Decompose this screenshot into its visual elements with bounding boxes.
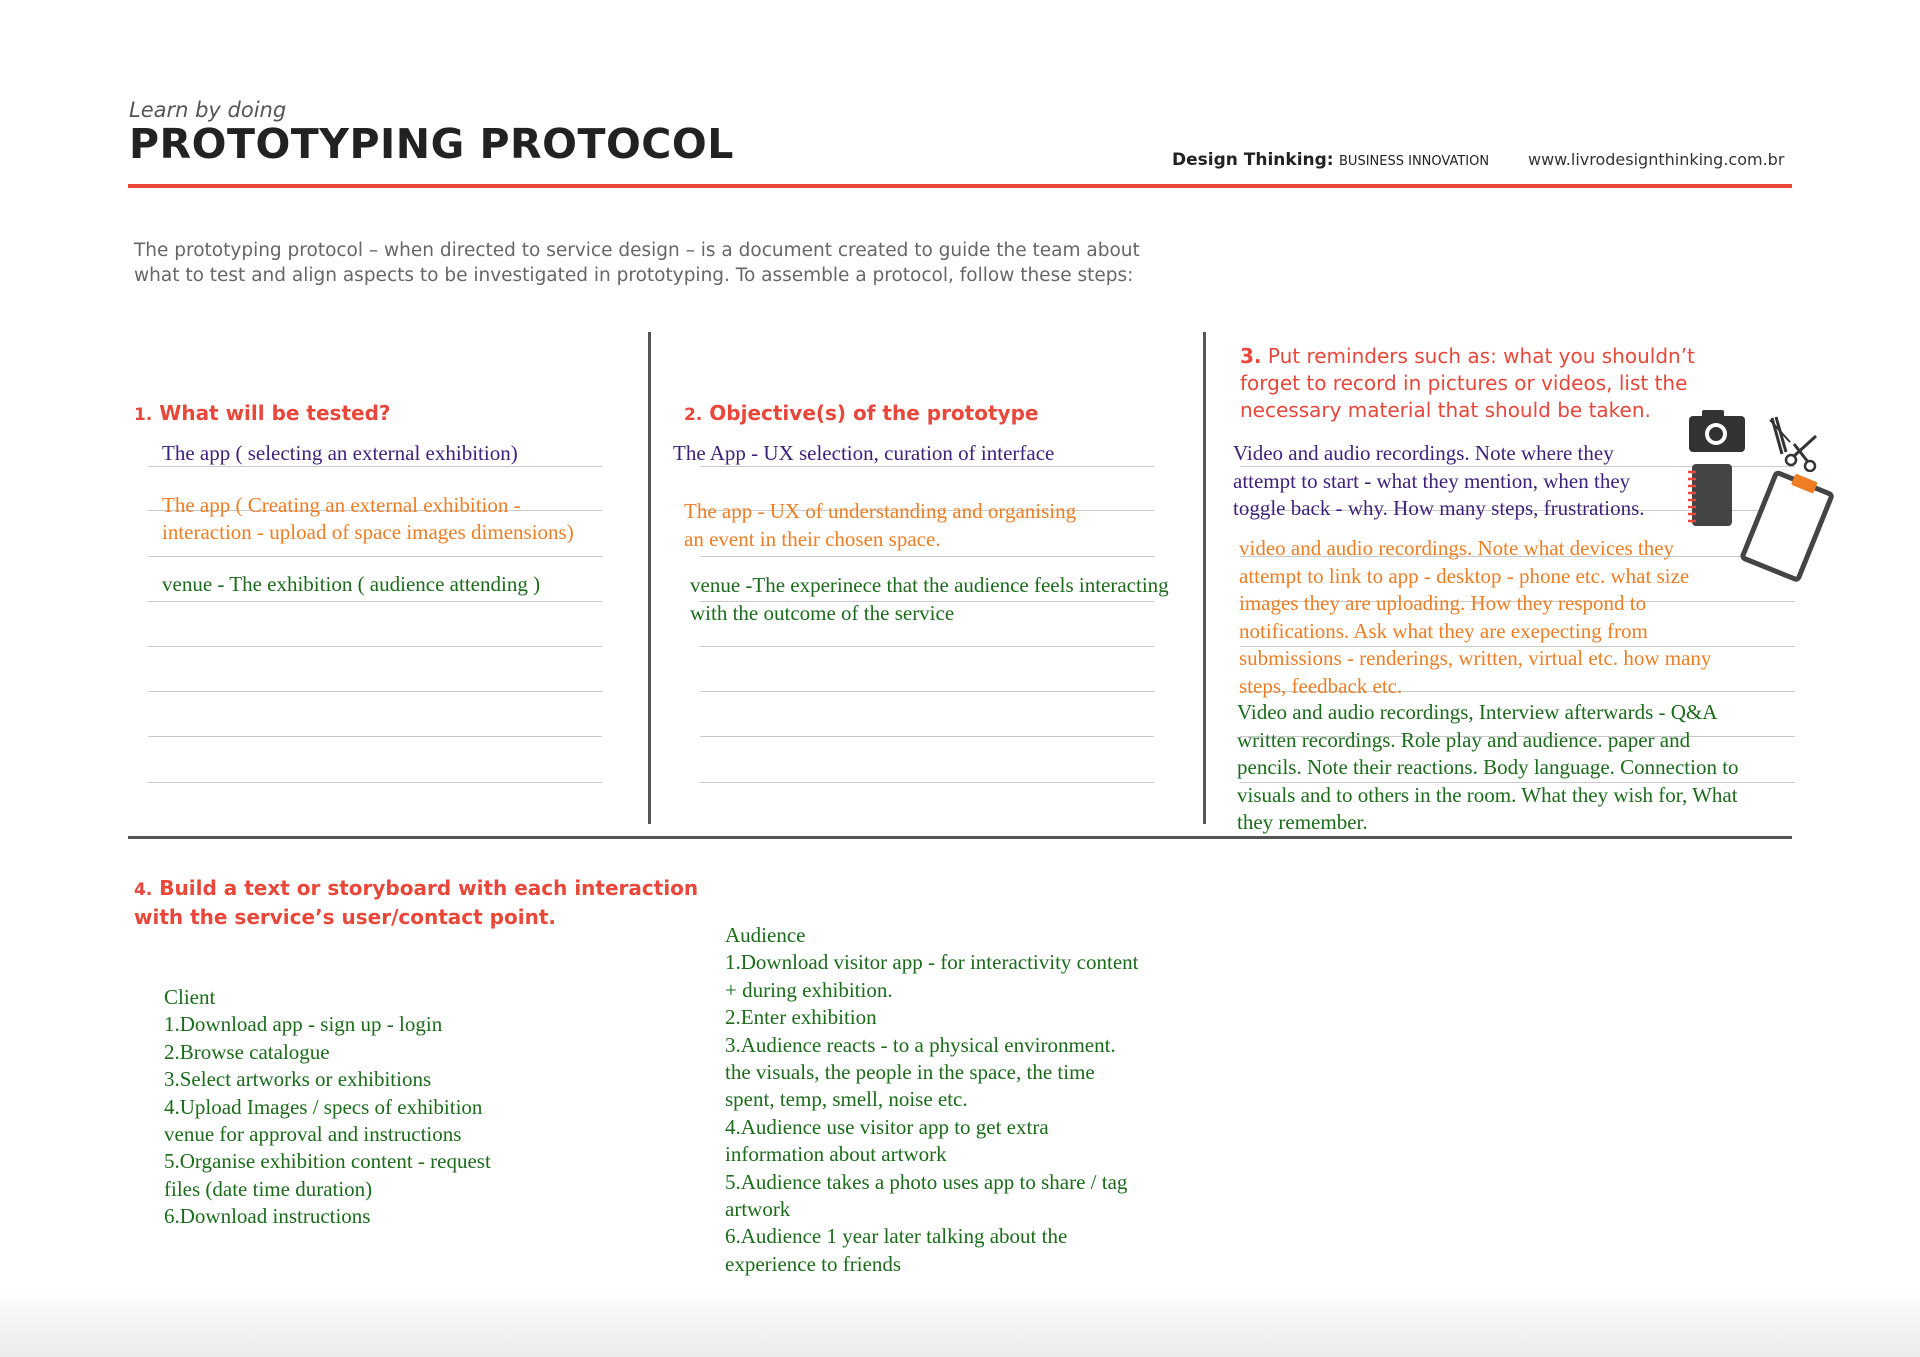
section2-answer: The App - UX selection, curation of interface [673,441,1055,465]
note-line: they remember. [1237,810,1368,834]
list-item: 5.Organise exhibition content - request [164,1149,491,1174]
list-item: the visuals, the people in the space, the time [725,1060,1095,1085]
brand-label [1172,150,1489,170]
section3-notes-purple [1233,440,1645,523]
page-subtitle: Learn by doing [129,98,287,122]
answer-line [700,782,1154,783]
note-line: pencils. Note their reactions. Body language. Connection to [1237,755,1739,779]
note-line: images they are uploading. How they respond to [1239,591,1647,615]
list-item: + during exhibition. [725,977,893,1002]
note-line: steps, feedback etc. [1239,673,1403,698]
list-item: 2.Enter exhibition [725,1005,877,1030]
note-line: notifications. Ask what they are exepecting from [1239,618,1648,643]
section2-title: Objective(s) of the prototype [709,401,1039,425]
list-item: 3.Select artworks or exhibitions [164,1067,432,1092]
note-line: attempt to link to app - desktop - phone etc. what size [1239,563,1690,588]
section3-number: 3. [1240,344,1262,368]
page-title: PROTOTYPING PROTOCOL [129,120,734,168]
note-line: video and audio recordings. Note what devices they [1239,536,1675,560]
section4-heading-line: Build a text or storyboard with each interaction [159,876,699,900]
list-item: information about artwork [725,1142,947,1167]
note-line: Video and audio recordings, Interview afterwards - Q&A [1237,700,1718,724]
answer-line [700,646,1154,647]
answer-line [148,782,602,783]
note-line: written recordings. Role play and audience. paper and [1237,727,1691,752]
section3-heading-line: necessary material that should be taken. [1240,398,1651,422]
notebook-icon [1684,462,1734,528]
page-bottom-shadow [0,1287,1920,1357]
list-item: 5.Audience takes a photo uses app to share / tag [725,1169,1128,1194]
list-item: files (date time duration) [164,1176,373,1201]
section3-notes-orange [1239,535,1711,700]
clipboard-icon [1736,470,1836,588]
section4-heading [134,875,698,931]
section2-answer: with the outcome of the service [690,601,955,625]
list-item: artwork [725,1197,791,1222]
answer-line [148,691,602,692]
column-divider [1203,332,1206,824]
audience-storyboard [725,922,1138,1278]
list-item: 6.Download instructions [164,1204,371,1229]
list-item: 2.Browse catalogue [164,1039,330,1064]
answer-line [148,646,602,647]
website-url: www.livrodesignthinking.com.br [1528,150,1785,169]
list-item: experience to friends [725,1251,902,1276]
section1-number: 1. [134,405,153,425]
section3-notes-green [1237,699,1739,837]
brand-name: Design Thinking: [1172,150,1334,170]
answer-line [148,736,602,737]
answer-line [700,691,1154,692]
section1-answer: interaction - upload of space images dimensions) [162,520,574,544]
section2-answer: The app - UX of understanding and organising [684,499,1077,523]
list-item: 4.Upload Images / specs of exhibition [164,1094,483,1119]
intro-paragraph [134,238,1194,288]
column-divider [648,332,651,824]
note-line: visuals and to others in the room. What they wish for, What [1237,782,1738,807]
section1-answer: The app ( Creating an external exhibition - [162,493,521,517]
answer-line [700,556,1154,557]
section1-title: What will be tested? [159,401,391,425]
answer-line [700,736,1154,737]
header-divider [128,184,1792,188]
list-item: Audience [725,923,806,947]
note-line: toggle back - why. How many steps, frustrations. [1233,496,1645,520]
section2-number: 2. [684,405,703,425]
section3-heading [1240,343,1695,424]
section1-answer: The app ( selecting an external exhibition) [162,441,518,465]
answer-line [148,601,602,602]
intro-line: The prototyping protocol – when directed to service design – is a document created to guide the team about [134,240,1140,261]
list-item: venue for approval and instructions [164,1122,462,1147]
section1-heading [134,400,391,429]
note-line: submissions - renderings, written, virtual etc. how many [1239,646,1712,670]
intro-line: what to test and align aspects to be investigated in prototyping. To assemble a protocol, follow these steps: [134,265,1134,286]
list-item: 6.Audience 1 year later talking about the [725,1224,1068,1249]
section3-heading-line: forget to record in pictures or videos, list the [1240,371,1688,395]
section2-answer: an event in their chosen space. [684,527,941,551]
list-item: 1.Download visitor app - for interactivity content [725,950,1139,975]
list-item: 1.Download app - sign up - login [164,1012,443,1037]
section2-answer: venue -The experinece that the audience feels interacting [690,573,1169,597]
section1-answer: venue - The exhibition ( audience attending ) [162,572,541,596]
scissors-icon [1764,412,1824,472]
section4-heading-line: with the service’s user/contact point. [134,905,556,929]
note-line: Video and audio recordings. Note where they [1233,441,1614,465]
list-item: 4.Audience use visitor app to get extra [725,1114,1049,1139]
brand-tagline: BUSINESS INNOVATION [1339,154,1490,169]
client-storyboard [164,984,491,1231]
list-item: 3.Audience reacts - to a physical environment. [725,1032,1116,1057]
section3-heading-line: Put reminders such as: what you shouldn’t [1267,344,1695,368]
camera-icon [1686,406,1748,454]
section4-number: 4. [134,880,153,900]
list-item: Client [164,985,216,1009]
section2-heading [684,400,1038,429]
note-line: attempt to start - what they mention, when they [1233,468,1631,493]
list-item: spent, temp, smell, noise etc. [725,1087,968,1112]
answer-line [148,556,602,557]
